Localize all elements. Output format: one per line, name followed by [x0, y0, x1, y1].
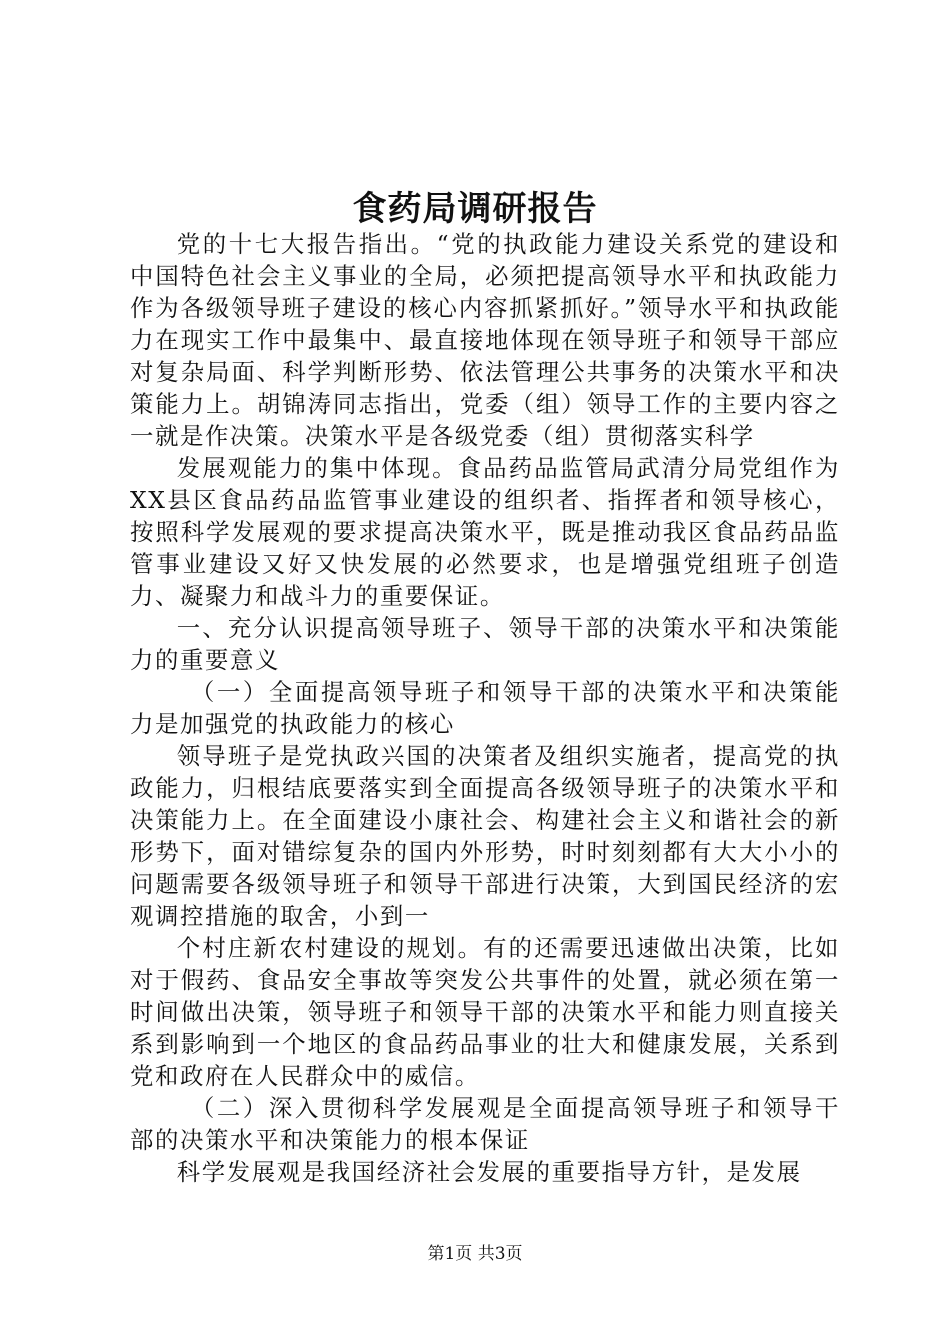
paragraph-body-3: 科学发展观是我国经济社会发展的重要指导方针，是发展: [176, 1158, 802, 1186]
paragraph-body-2: 个村庄新农村建设的规划。有的还需要迅速做出决策，比如对于假药、食品安全事故等突发公共事件的处置，就必须在第一时间做出决策，领导班子和领导干部的决策水平和能力则直接关系到影响到一个地区的食品药品事业的壮大和健康发展，关系到党和政府在人民群众中的威信。: [130, 934, 840, 1090]
paragraph-intro: 党的十七大报告指出。“党的执政能力建设关系党的建设和中国特色社会主义事业的全局，必须把提高领导水平和执政能力作为各级领导班子建设的核心内容抓紧抓好。”领导水平和执政能力在现实工作中最集中、最直接地体现在领导班子和领导干部应对复杂局面、科学判断形势、依法管理公共事务的决策水平和决策能力上。胡锦涛同志指出，党委（组）领导工作的主要内容之一就是作决策。决策水平是各级党委（组）贯彻落实科学: [130, 230, 840, 450]
page-number-footer: 第1页 共3页: [427, 1244, 523, 1264]
document-title: 食药局调研报告: [352, 189, 598, 229]
section-heading-1: 一、充分认识提高领导班子、领导干部的决策水平和决策能力的重要意义: [130, 614, 840, 674]
document-body: [130, 228, 840, 1188]
subsection-heading-2: （二）深入贯彻科学发展观是全面提高领导班子和领导干部的决策水平和决策能力的根本保证: [130, 1094, 840, 1154]
paragraph-continuation: 发展观能力的集中体现。食品药品监管局武清分局党组作为XX县区食品药品监管事业建设的组织者、指挥者和领导核心，按照科学发展观的要求提高决策水平，既是推动我区食品药品监管事业建设又好又快发展的必然要求，也是增强党组班子创造力、凝聚力和战斗力的重要保证。: [130, 454, 840, 610]
paragraph-body-1: 领导班子是党执政兴国的决策者及组织实施者，提高党的执政能力，归根结底要落实到全面提高各级领导班子的决策水平和决策能力上。在全面建设小康社会、构建社会主义和谐社会的新形势下，面对错综复杂的国内外形势，时时刻刻都有大大小小的问题需要各级领导班子和领导干部进行决策，大到国民经济的宏观调控措施的取舍，小到一: [130, 742, 840, 930]
subsection-heading-1: （一）全面提高领导班子和领导干部的决策水平和决策能力是加强党的执政能力的核心: [130, 678, 840, 738]
